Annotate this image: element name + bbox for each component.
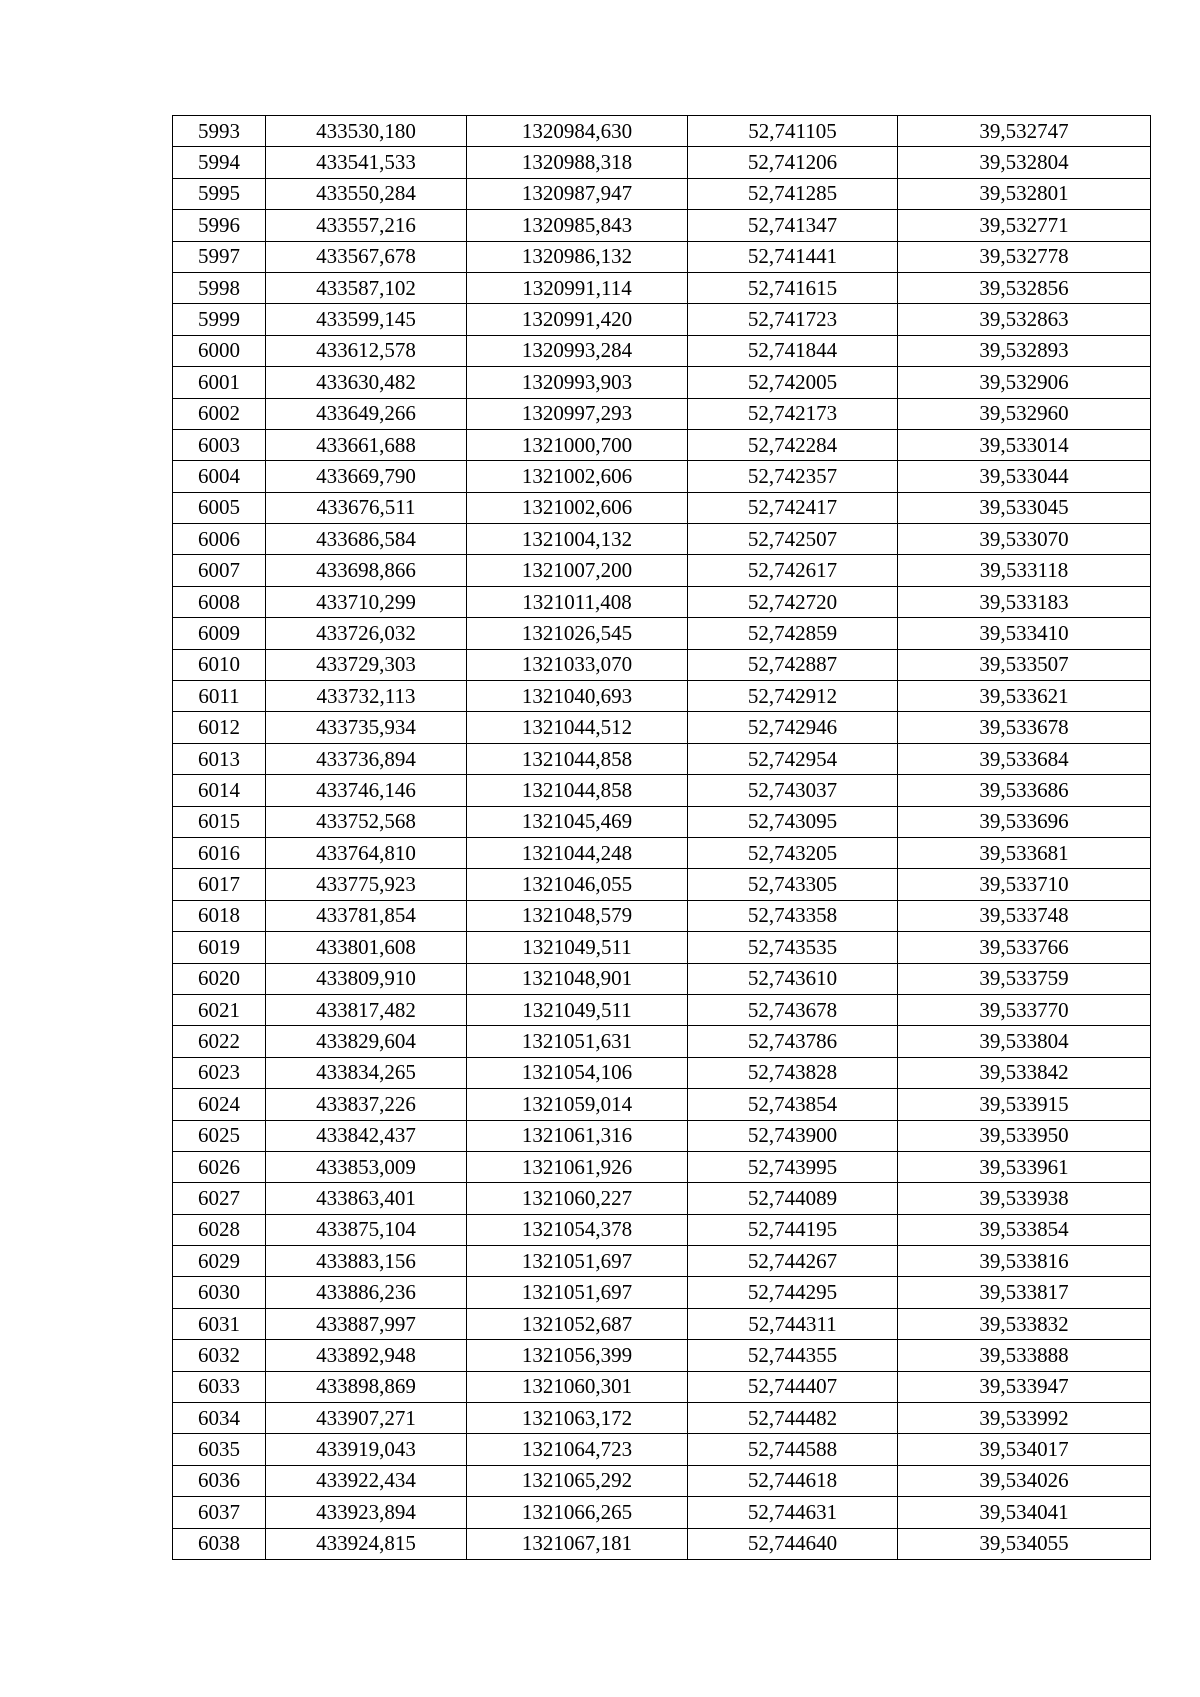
point-number-cell: 6036 bbox=[173, 1465, 266, 1496]
table-row bbox=[173, 1277, 1151, 1308]
y-coordinate-cell: 1321061,316 bbox=[467, 1120, 688, 1151]
longitude-cell: 39,533817 bbox=[898, 1277, 1151, 1308]
longitude-cell: 39,532747 bbox=[898, 116, 1151, 147]
longitude-cell: 39,533696 bbox=[898, 806, 1151, 837]
table-row bbox=[173, 649, 1151, 680]
x-coordinate-cell: 433550,284 bbox=[266, 178, 467, 209]
y-coordinate-cell: 1320986,132 bbox=[467, 241, 688, 272]
point-number-cell: 6022 bbox=[173, 1026, 266, 1057]
latitude-cell: 52,744311 bbox=[688, 1308, 898, 1339]
table-row bbox=[173, 837, 1151, 868]
table-row bbox=[173, 178, 1151, 209]
point-number-cell: 6034 bbox=[173, 1403, 266, 1434]
table-row bbox=[173, 1403, 1151, 1434]
point-number-cell: 5993 bbox=[173, 116, 266, 147]
latitude-cell: 52,744618 bbox=[688, 1465, 898, 1496]
y-coordinate-cell: 1321044,858 bbox=[467, 743, 688, 774]
latitude-cell: 52,742417 bbox=[688, 492, 898, 523]
table-row bbox=[173, 1026, 1151, 1057]
longitude-cell: 39,532804 bbox=[898, 147, 1151, 178]
latitude-cell: 52,743037 bbox=[688, 775, 898, 806]
point-number-cell: 5996 bbox=[173, 210, 266, 241]
table-row bbox=[173, 1497, 1151, 1528]
latitude-cell: 52,743205 bbox=[688, 837, 898, 868]
x-coordinate-cell: 433567,678 bbox=[266, 241, 467, 272]
y-coordinate-cell: 1320984,630 bbox=[467, 116, 688, 147]
y-coordinate-cell: 1321033,070 bbox=[467, 649, 688, 680]
longitude-cell: 39,532771 bbox=[898, 210, 1151, 241]
table-row bbox=[173, 461, 1151, 492]
longitude-cell: 39,534026 bbox=[898, 1465, 1151, 1496]
x-coordinate-cell: 433887,997 bbox=[266, 1308, 467, 1339]
point-number-cell: 6031 bbox=[173, 1308, 266, 1339]
table-row bbox=[173, 524, 1151, 555]
latitude-cell: 52,742946 bbox=[688, 712, 898, 743]
x-coordinate-cell: 433630,482 bbox=[266, 367, 467, 398]
x-coordinate-cell: 433892,948 bbox=[266, 1340, 467, 1371]
longitude-cell: 39,533684 bbox=[898, 743, 1151, 774]
coordinates-table bbox=[172, 115, 1151, 1560]
longitude-cell: 39,532893 bbox=[898, 335, 1151, 366]
longitude-cell: 39,533915 bbox=[898, 1089, 1151, 1120]
longitude-cell: 39,533678 bbox=[898, 712, 1151, 743]
longitude-cell: 39,533045 bbox=[898, 492, 1151, 523]
point-number-cell: 6018 bbox=[173, 900, 266, 931]
latitude-cell: 52,743786 bbox=[688, 1026, 898, 1057]
latitude-cell: 52,742720 bbox=[688, 586, 898, 617]
y-coordinate-cell: 1321060,301 bbox=[467, 1371, 688, 1402]
table-row bbox=[173, 272, 1151, 303]
point-number-cell: 6009 bbox=[173, 618, 266, 649]
x-coordinate-cell: 433883,156 bbox=[266, 1246, 467, 1277]
longitude-cell: 39,534041 bbox=[898, 1497, 1151, 1528]
point-number-cell: 5994 bbox=[173, 147, 266, 178]
x-coordinate-cell: 433649,266 bbox=[266, 398, 467, 429]
longitude-cell: 39,533621 bbox=[898, 681, 1151, 712]
x-coordinate-cell: 433853,009 bbox=[266, 1151, 467, 1182]
longitude-cell: 39,533854 bbox=[898, 1214, 1151, 1245]
point-number-cell: 6006 bbox=[173, 524, 266, 555]
point-number-cell: 6037 bbox=[173, 1497, 266, 1528]
x-coordinate-cell: 433729,303 bbox=[266, 649, 467, 680]
latitude-cell: 52,743305 bbox=[688, 869, 898, 900]
longitude-cell: 39,533710 bbox=[898, 869, 1151, 900]
y-coordinate-cell: 1320993,284 bbox=[467, 335, 688, 366]
x-coordinate-cell: 433726,032 bbox=[266, 618, 467, 649]
y-coordinate-cell: 1321054,106 bbox=[467, 1057, 688, 1088]
latitude-cell: 52,744355 bbox=[688, 1340, 898, 1371]
x-coordinate-cell: 433587,102 bbox=[266, 272, 467, 303]
x-coordinate-cell: 433907,271 bbox=[266, 1403, 467, 1434]
x-coordinate-cell: 433775,923 bbox=[266, 869, 467, 900]
table-row bbox=[173, 335, 1151, 366]
y-coordinate-cell: 1321002,606 bbox=[467, 461, 688, 492]
y-coordinate-cell: 1321066,265 bbox=[467, 1497, 688, 1528]
table-row bbox=[173, 618, 1151, 649]
point-number-cell: 6023 bbox=[173, 1057, 266, 1088]
y-coordinate-cell: 1321007,200 bbox=[467, 555, 688, 586]
y-coordinate-cell: 1321048,901 bbox=[467, 963, 688, 994]
table-row bbox=[173, 1246, 1151, 1277]
y-coordinate-cell: 1321064,723 bbox=[467, 1434, 688, 1465]
y-coordinate-cell: 1321056,399 bbox=[467, 1340, 688, 1371]
x-coordinate-cell: 433599,145 bbox=[266, 304, 467, 335]
y-coordinate-cell: 1321044,858 bbox=[467, 775, 688, 806]
table-row bbox=[173, 1183, 1151, 1214]
latitude-cell: 52,743535 bbox=[688, 932, 898, 963]
latitude-cell: 52,742617 bbox=[688, 555, 898, 586]
table-row bbox=[173, 900, 1151, 931]
longitude-cell: 39,533766 bbox=[898, 932, 1151, 963]
point-number-cell: 5998 bbox=[173, 272, 266, 303]
longitude-cell: 39,533118 bbox=[898, 555, 1151, 586]
latitude-cell: 52,744640 bbox=[688, 1528, 898, 1559]
y-coordinate-cell: 1321054,378 bbox=[467, 1214, 688, 1245]
longitude-cell: 39,533961 bbox=[898, 1151, 1151, 1182]
y-coordinate-cell: 1321004,132 bbox=[467, 524, 688, 555]
x-coordinate-cell: 433732,113 bbox=[266, 681, 467, 712]
longitude-cell: 39,533947 bbox=[898, 1371, 1151, 1402]
table-row bbox=[173, 1434, 1151, 1465]
longitude-cell: 39,533681 bbox=[898, 837, 1151, 868]
table-row bbox=[173, 681, 1151, 712]
x-coordinate-cell: 433735,934 bbox=[266, 712, 467, 743]
table-row bbox=[173, 775, 1151, 806]
longitude-cell: 39,533410 bbox=[898, 618, 1151, 649]
x-coordinate-cell: 433669,790 bbox=[266, 461, 467, 492]
x-coordinate-cell: 433829,604 bbox=[266, 1026, 467, 1057]
x-coordinate-cell: 433541,533 bbox=[266, 147, 467, 178]
point-number-cell: 5995 bbox=[173, 178, 266, 209]
x-coordinate-cell: 433801,608 bbox=[266, 932, 467, 963]
longitude-cell: 39,533759 bbox=[898, 963, 1151, 994]
y-coordinate-cell: 1320988,318 bbox=[467, 147, 688, 178]
table-row bbox=[173, 586, 1151, 617]
table-row bbox=[173, 210, 1151, 241]
table-row bbox=[173, 429, 1151, 460]
latitude-cell: 52,741441 bbox=[688, 241, 898, 272]
point-number-cell: 6029 bbox=[173, 1246, 266, 1277]
point-number-cell: 6030 bbox=[173, 1277, 266, 1308]
longitude-cell: 39,533888 bbox=[898, 1340, 1151, 1371]
y-coordinate-cell: 1320985,843 bbox=[467, 210, 688, 241]
table-row bbox=[173, 398, 1151, 429]
point-number-cell: 6021 bbox=[173, 994, 266, 1025]
x-coordinate-cell: 433886,236 bbox=[266, 1277, 467, 1308]
y-coordinate-cell: 1321000,700 bbox=[467, 429, 688, 460]
longitude-cell: 39,533816 bbox=[898, 1246, 1151, 1277]
table-row bbox=[173, 806, 1151, 837]
table-row bbox=[173, 743, 1151, 774]
latitude-cell: 52,744089 bbox=[688, 1183, 898, 1214]
table-row bbox=[173, 712, 1151, 743]
x-coordinate-cell: 433834,265 bbox=[266, 1057, 467, 1088]
x-coordinate-cell: 433781,854 bbox=[266, 900, 467, 931]
longitude-cell: 39,534017 bbox=[898, 1434, 1151, 1465]
x-coordinate-cell: 433698,866 bbox=[266, 555, 467, 586]
table-row bbox=[173, 1120, 1151, 1151]
longitude-cell: 39,533950 bbox=[898, 1120, 1151, 1151]
point-number-cell: 6012 bbox=[173, 712, 266, 743]
latitude-cell: 52,743678 bbox=[688, 994, 898, 1025]
longitude-cell: 39,533804 bbox=[898, 1026, 1151, 1057]
point-number-cell: 5999 bbox=[173, 304, 266, 335]
longitude-cell: 39,532906 bbox=[898, 367, 1151, 398]
table-row bbox=[173, 555, 1151, 586]
point-number-cell: 6020 bbox=[173, 963, 266, 994]
x-coordinate-cell: 433809,910 bbox=[266, 963, 467, 994]
longitude-cell: 39,533748 bbox=[898, 900, 1151, 931]
point-number-cell: 6005 bbox=[173, 492, 266, 523]
longitude-cell: 39,533832 bbox=[898, 1308, 1151, 1339]
x-coordinate-cell: 433736,894 bbox=[266, 743, 467, 774]
point-number-cell: 6003 bbox=[173, 429, 266, 460]
table-row bbox=[173, 367, 1151, 398]
y-coordinate-cell: 1321049,511 bbox=[467, 994, 688, 1025]
y-coordinate-cell: 1321048,579 bbox=[467, 900, 688, 931]
y-coordinate-cell: 1321045,469 bbox=[467, 806, 688, 837]
table-row bbox=[173, 1089, 1151, 1120]
y-coordinate-cell: 1321026,545 bbox=[467, 618, 688, 649]
longitude-cell: 39,533842 bbox=[898, 1057, 1151, 1088]
point-number-cell: 6007 bbox=[173, 555, 266, 586]
longitude-cell: 39,533014 bbox=[898, 429, 1151, 460]
longitude-cell: 39,533770 bbox=[898, 994, 1151, 1025]
point-number-cell: 6035 bbox=[173, 1434, 266, 1465]
table-row bbox=[173, 1214, 1151, 1245]
x-coordinate-cell: 433842,437 bbox=[266, 1120, 467, 1151]
table-row bbox=[173, 1308, 1151, 1339]
latitude-cell: 52,741347 bbox=[688, 210, 898, 241]
longitude-cell: 39,534055 bbox=[898, 1528, 1151, 1559]
y-coordinate-cell: 1321044,248 bbox=[467, 837, 688, 868]
x-coordinate-cell: 433837,226 bbox=[266, 1089, 467, 1120]
table-row bbox=[173, 304, 1151, 335]
table-row bbox=[173, 147, 1151, 178]
y-coordinate-cell: 1320997,293 bbox=[467, 398, 688, 429]
x-coordinate-cell: 433924,815 bbox=[266, 1528, 467, 1559]
point-number-cell: 6011 bbox=[173, 681, 266, 712]
table-row bbox=[173, 241, 1151, 272]
point-number-cell: 6004 bbox=[173, 461, 266, 492]
x-coordinate-cell: 433557,216 bbox=[266, 210, 467, 241]
latitude-cell: 52,744267 bbox=[688, 1246, 898, 1277]
y-coordinate-cell: 1321002,606 bbox=[467, 492, 688, 523]
point-number-cell: 6008 bbox=[173, 586, 266, 617]
longitude-cell: 39,533044 bbox=[898, 461, 1151, 492]
y-coordinate-cell: 1321051,631 bbox=[467, 1026, 688, 1057]
longitude-cell: 39,532778 bbox=[898, 241, 1151, 272]
latitude-cell: 52,742507 bbox=[688, 524, 898, 555]
latitude-cell: 52,741206 bbox=[688, 147, 898, 178]
y-coordinate-cell: 1321061,926 bbox=[467, 1151, 688, 1182]
x-coordinate-cell: 433530,180 bbox=[266, 116, 467, 147]
longitude-cell: 39,533938 bbox=[898, 1183, 1151, 1214]
point-number-cell: 6025 bbox=[173, 1120, 266, 1151]
longitude-cell: 39,533507 bbox=[898, 649, 1151, 680]
latitude-cell: 52,743095 bbox=[688, 806, 898, 837]
table-row bbox=[173, 932, 1151, 963]
latitude-cell: 52,743358 bbox=[688, 900, 898, 931]
y-coordinate-cell: 1320991,420 bbox=[467, 304, 688, 335]
point-number-cell: 6024 bbox=[173, 1089, 266, 1120]
x-coordinate-cell: 433919,043 bbox=[266, 1434, 467, 1465]
y-coordinate-cell: 1320991,114 bbox=[467, 272, 688, 303]
x-coordinate-cell: 433817,482 bbox=[266, 994, 467, 1025]
point-number-cell: 6027 bbox=[173, 1183, 266, 1214]
x-coordinate-cell: 433863,401 bbox=[266, 1183, 467, 1214]
latitude-cell: 52,742284 bbox=[688, 429, 898, 460]
y-coordinate-cell: 1320987,947 bbox=[467, 178, 688, 209]
latitude-cell: 52,744631 bbox=[688, 1497, 898, 1528]
latitude-cell: 52,742005 bbox=[688, 367, 898, 398]
y-coordinate-cell: 1321067,181 bbox=[467, 1528, 688, 1559]
table-row bbox=[173, 1371, 1151, 1402]
x-coordinate-cell: 433923,894 bbox=[266, 1497, 467, 1528]
y-coordinate-cell: 1321052,687 bbox=[467, 1308, 688, 1339]
table-row bbox=[173, 963, 1151, 994]
latitude-cell: 52,744588 bbox=[688, 1434, 898, 1465]
y-coordinate-cell: 1321051,697 bbox=[467, 1277, 688, 1308]
point-number-cell: 6032 bbox=[173, 1340, 266, 1371]
x-coordinate-cell: 433612,578 bbox=[266, 335, 467, 366]
x-coordinate-cell: 433746,146 bbox=[266, 775, 467, 806]
longitude-cell: 39,532960 bbox=[898, 398, 1151, 429]
coordinates-table-body bbox=[173, 116, 1151, 1560]
longitude-cell: 39,533992 bbox=[898, 1403, 1151, 1434]
latitude-cell: 52,741844 bbox=[688, 335, 898, 366]
x-coordinate-cell: 433898,869 bbox=[266, 1371, 467, 1402]
table-row bbox=[173, 1340, 1151, 1371]
y-coordinate-cell: 1321065,292 bbox=[467, 1465, 688, 1496]
longitude-cell: 39,532801 bbox=[898, 178, 1151, 209]
point-number-cell: 6038 bbox=[173, 1528, 266, 1559]
latitude-cell: 52,743995 bbox=[688, 1151, 898, 1182]
point-number-cell: 6016 bbox=[173, 837, 266, 868]
latitude-cell: 52,743900 bbox=[688, 1120, 898, 1151]
point-number-cell: 6001 bbox=[173, 367, 266, 398]
latitude-cell: 52,741285 bbox=[688, 178, 898, 209]
point-number-cell: 6013 bbox=[173, 743, 266, 774]
table-row bbox=[173, 492, 1151, 523]
point-number-cell: 6010 bbox=[173, 649, 266, 680]
latitude-cell: 52,742954 bbox=[688, 743, 898, 774]
table-row bbox=[173, 994, 1151, 1025]
table-row bbox=[173, 1151, 1151, 1182]
table-row bbox=[173, 1528, 1151, 1559]
point-number-cell: 6015 bbox=[173, 806, 266, 837]
x-coordinate-cell: 433875,104 bbox=[266, 1214, 467, 1245]
latitude-cell: 52,744407 bbox=[688, 1371, 898, 1402]
latitude-cell: 52,741615 bbox=[688, 272, 898, 303]
table-row bbox=[173, 1057, 1151, 1088]
y-coordinate-cell: 1321063,172 bbox=[467, 1403, 688, 1434]
x-coordinate-cell: 433764,810 bbox=[266, 837, 467, 868]
y-coordinate-cell: 1321011,408 bbox=[467, 586, 688, 617]
longitude-cell: 39,533183 bbox=[898, 586, 1151, 617]
latitude-cell: 52,742859 bbox=[688, 618, 898, 649]
point-number-cell: 6000 bbox=[173, 335, 266, 366]
longitude-cell: 39,532863 bbox=[898, 304, 1151, 335]
point-number-cell: 6002 bbox=[173, 398, 266, 429]
longitude-cell: 39,533070 bbox=[898, 524, 1151, 555]
latitude-cell: 52,742173 bbox=[688, 398, 898, 429]
y-coordinate-cell: 1321060,227 bbox=[467, 1183, 688, 1214]
point-number-cell: 6014 bbox=[173, 775, 266, 806]
longitude-cell: 39,532856 bbox=[898, 272, 1151, 303]
x-coordinate-cell: 433752,568 bbox=[266, 806, 467, 837]
point-number-cell: 6028 bbox=[173, 1214, 266, 1245]
latitude-cell: 52,741105 bbox=[688, 116, 898, 147]
table-row bbox=[173, 869, 1151, 900]
latitude-cell: 52,742357 bbox=[688, 461, 898, 492]
point-number-cell: 6026 bbox=[173, 1151, 266, 1182]
latitude-cell: 52,743610 bbox=[688, 963, 898, 994]
longitude-cell: 39,533686 bbox=[898, 775, 1151, 806]
y-coordinate-cell: 1321044,512 bbox=[467, 712, 688, 743]
latitude-cell: 52,742887 bbox=[688, 649, 898, 680]
point-number-cell: 5997 bbox=[173, 241, 266, 272]
latitude-cell: 52,742912 bbox=[688, 681, 898, 712]
x-coordinate-cell: 433676,511 bbox=[266, 492, 467, 523]
point-number-cell: 6019 bbox=[173, 932, 266, 963]
latitude-cell: 52,744295 bbox=[688, 1277, 898, 1308]
y-coordinate-cell: 1321051,697 bbox=[467, 1246, 688, 1277]
latitude-cell: 52,743854 bbox=[688, 1089, 898, 1120]
latitude-cell: 52,743828 bbox=[688, 1057, 898, 1088]
y-coordinate-cell: 1321040,693 bbox=[467, 681, 688, 712]
y-coordinate-cell: 1321059,014 bbox=[467, 1089, 688, 1120]
x-coordinate-cell: 433661,688 bbox=[266, 429, 467, 460]
latitude-cell: 52,741723 bbox=[688, 304, 898, 335]
x-coordinate-cell: 433922,434 bbox=[266, 1465, 467, 1496]
y-coordinate-cell: 1320993,903 bbox=[467, 367, 688, 398]
x-coordinate-cell: 433710,299 bbox=[266, 586, 467, 617]
table-row bbox=[173, 116, 1151, 147]
y-coordinate-cell: 1321049,511 bbox=[467, 932, 688, 963]
x-coordinate-cell: 433686,584 bbox=[266, 524, 467, 555]
table-row bbox=[173, 1465, 1151, 1496]
y-coordinate-cell: 1321046,055 bbox=[467, 869, 688, 900]
latitude-cell: 52,744482 bbox=[688, 1403, 898, 1434]
point-number-cell: 6017 bbox=[173, 869, 266, 900]
latitude-cell: 52,744195 bbox=[688, 1214, 898, 1245]
point-number-cell: 6033 bbox=[173, 1371, 266, 1402]
